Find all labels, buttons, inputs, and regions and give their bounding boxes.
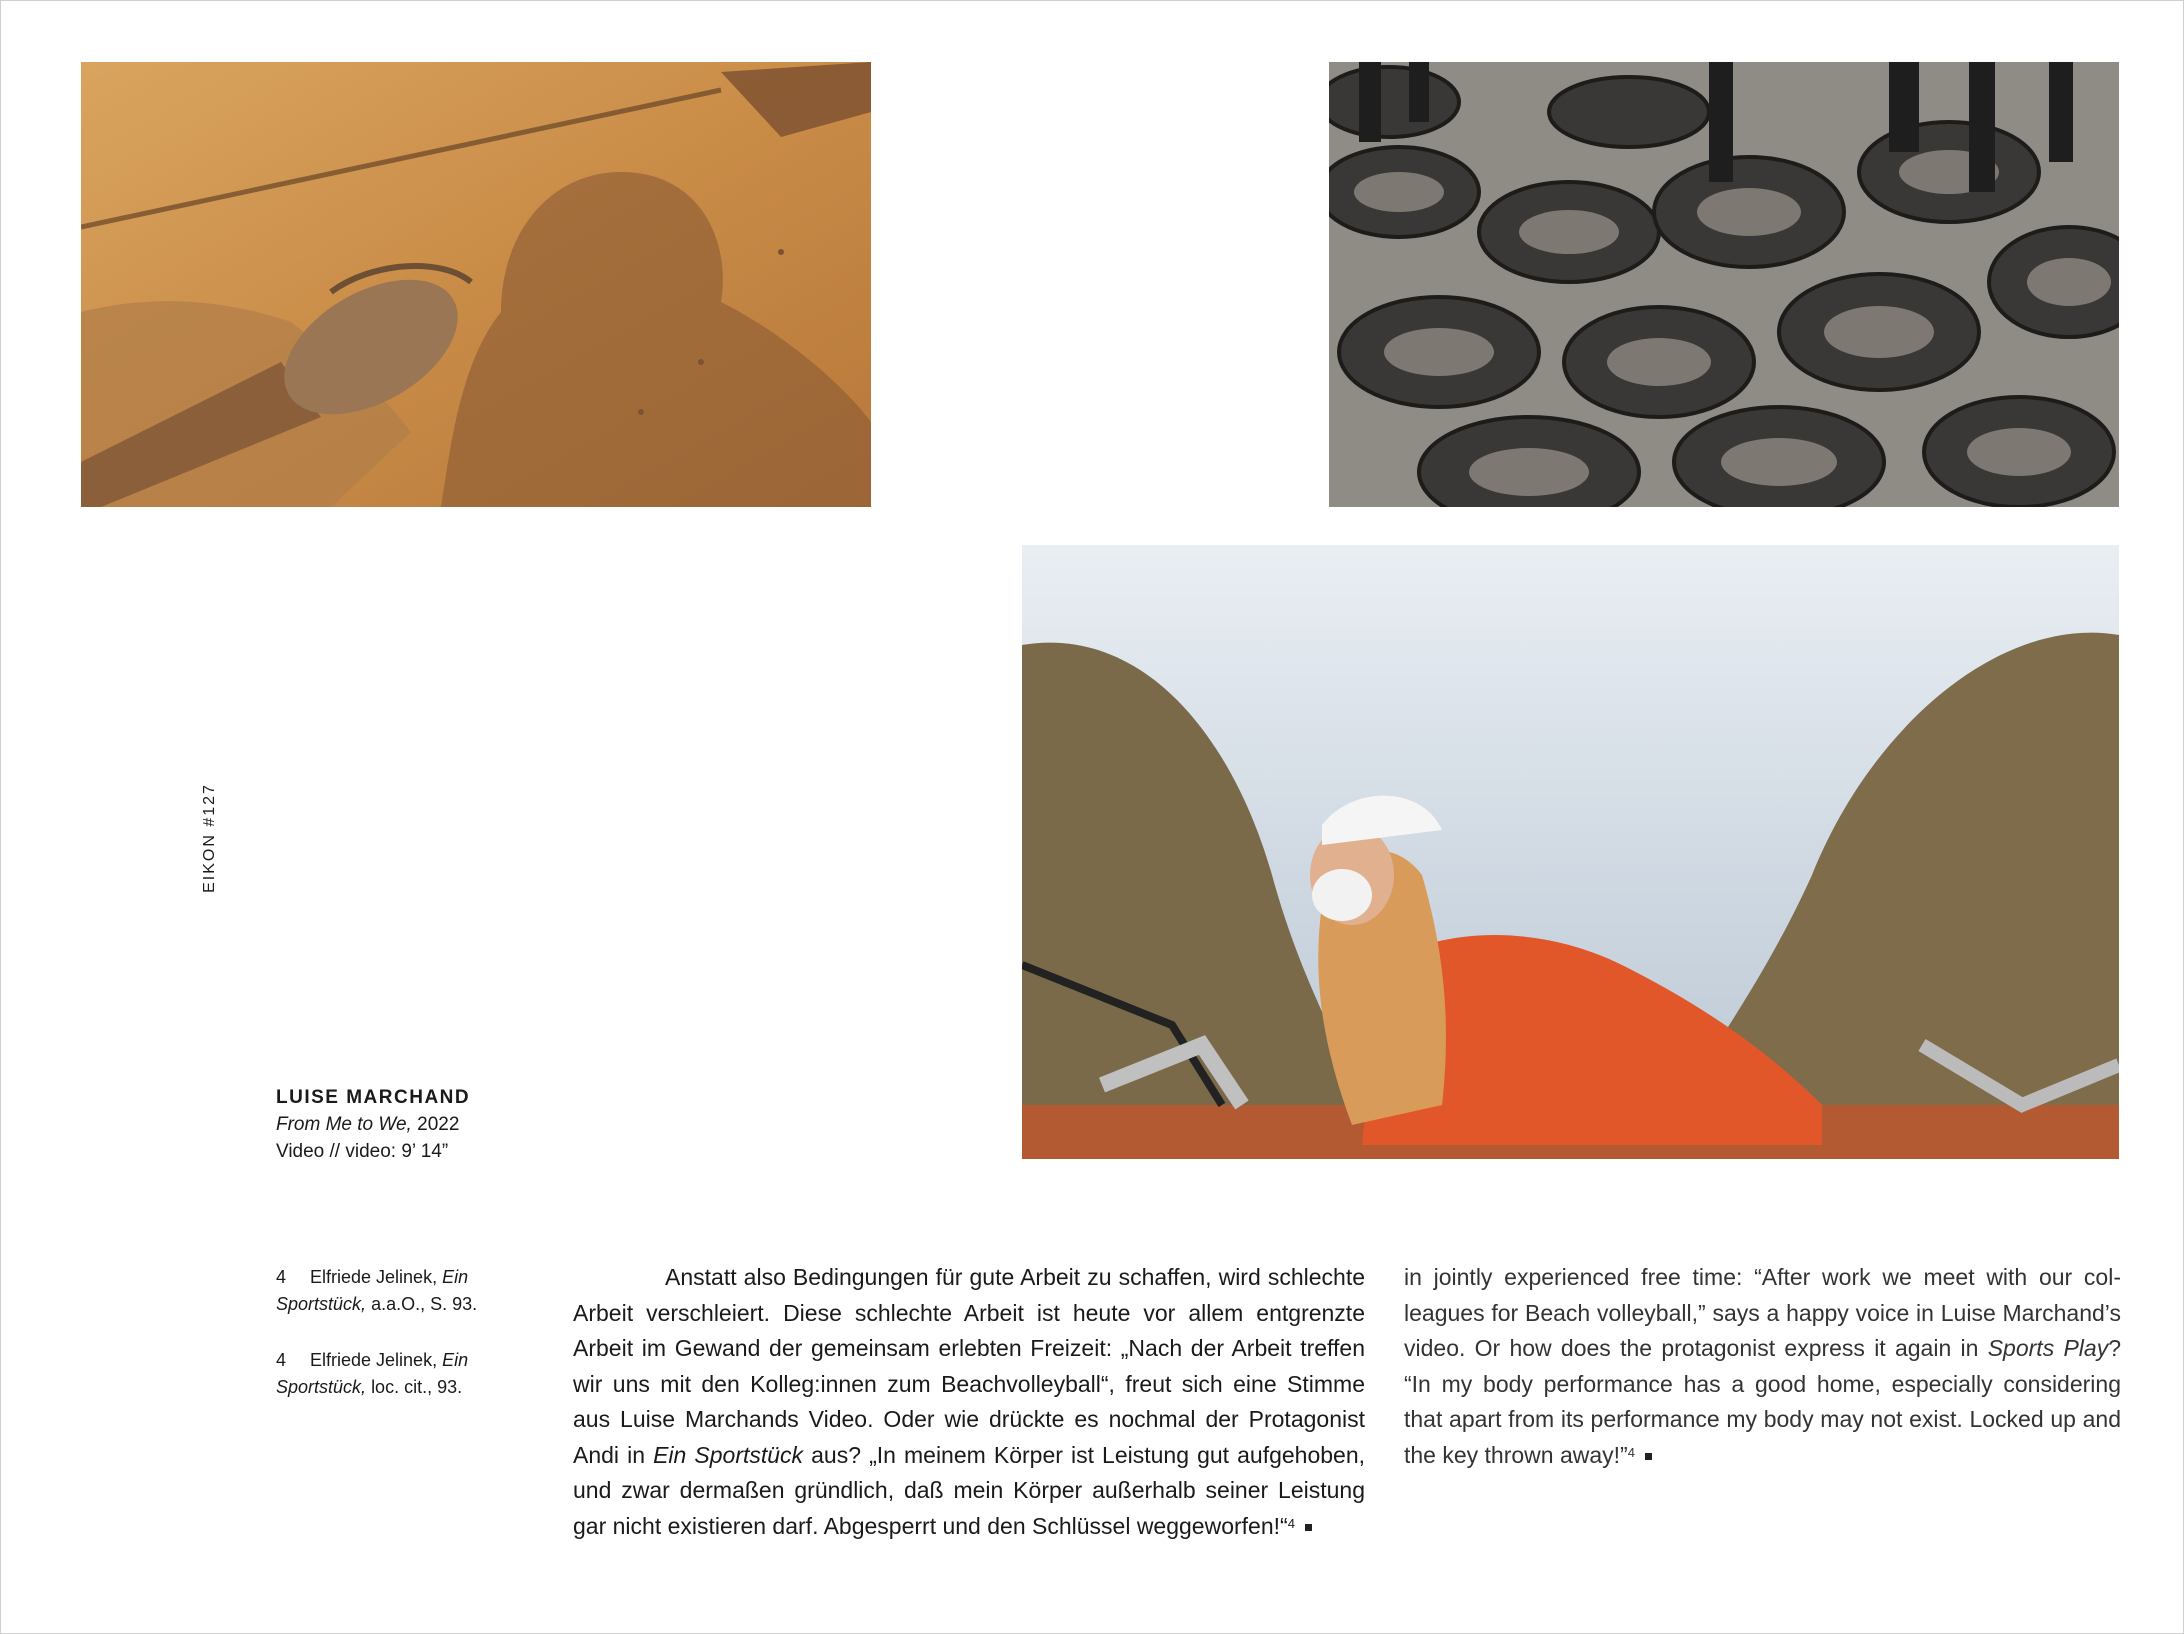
footnote-en — [276, 1347, 536, 1401]
caption-medium: Video // video: 9’ 14” — [276, 1141, 449, 1162]
footnote-marker: 4 — [1627, 1444, 1635, 1460]
footnote-number: 4 — [276, 1267, 287, 1287]
footnotes — [276, 1264, 536, 1430]
footnote-number: 4 — [276, 1350, 287, 1370]
running-head — [198, 768, 222, 908]
body-text-german — [573, 1260, 1365, 1544]
caption-work-title: From Me to We, — [276, 1114, 412, 1135]
text-en-part2: ? “In my body performance has a good home, especially considering that apart from its performance my body may not exist. Locked up and the key thrown away!” — [1404, 1335, 2122, 1468]
end-mark-icon — [1305, 1524, 1312, 1531]
photo-fisheye-cyclist — [1022, 545, 2119, 1159]
text-de-part1: Anstatt also Bedingungen für gute Arbeit zu schaffen, wird schlechte Arbeit verschleiert. Diese schlechte Arbeit ist heute vor allem entgrenzte Arbeit im Gewand der gemeinsam erlebten Freizeit: „Nach der Arbeit treffen wir uns mit den Kolleg:innen zum Beachvolleyball“, freut sich eine Stimme aus Luise Marchands Video. Oder wie drückte es nochmal der Protagonist Andi in — [573, 1264, 1365, 1468]
body-text-english — [1404, 1260, 2121, 1473]
footnote-title-b: Sportstück, — [276, 1377, 367, 1397]
caption-work — [276, 1111, 576, 1138]
text-de-title: Ein Sportstück — [653, 1441, 804, 1468]
footnote-title-a: Ein — [442, 1350, 469, 1370]
footnote-title-b: Sportstück, — [276, 1294, 367, 1314]
image-caption — [276, 1084, 576, 1165]
paragraph-german — [573, 1260, 1365, 1544]
footnote-author: Elfriede Jelinek, — [310, 1350, 438, 1370]
footnote-ref: a.a.O., S. 93. — [371, 1294, 478, 1314]
running-head-text: EIKON #127 — [201, 783, 218, 893]
footnote-ref: loc. cit., 93. — [371, 1377, 463, 1397]
caption-year: 2022 — [417, 1114, 460, 1135]
footnote-title-a: Ein — [442, 1267, 469, 1287]
paragraph-english — [1404, 1260, 2121, 1473]
footnote-author: Elfriede Jelinek, — [310, 1267, 438, 1287]
text-de-part2: aus? „In meinem Körper ist Leistung gut aufgehoben, und zwar dermaßen gründlich, daß mein Körper außerhalb seiner Leistung gar nicht existieren darf. Abgesperrt und den Schlüssel weggeworfen!“ — [573, 1441, 1366, 1539]
text-en-part1: in jointly experienced free time: “After work we meet with our colleagues for Beach volleyball,” says a happy voice in Luise Marchand’s video. Or how does the protagonist express it again in — [1404, 1264, 2121, 1361]
photo-mud-hand — [81, 62, 871, 507]
text-en-title: Sports Play — [1987, 1335, 2109, 1361]
photo-tires — [1329, 62, 2119, 507]
end-mark-icon — [1645, 1453, 1652, 1460]
footnote-marker: 4 — [1287, 1515, 1295, 1531]
caption-artist: LUISE MARCHAND — [276, 1087, 471, 1108]
footnote-de — [276, 1264, 536, 1318]
